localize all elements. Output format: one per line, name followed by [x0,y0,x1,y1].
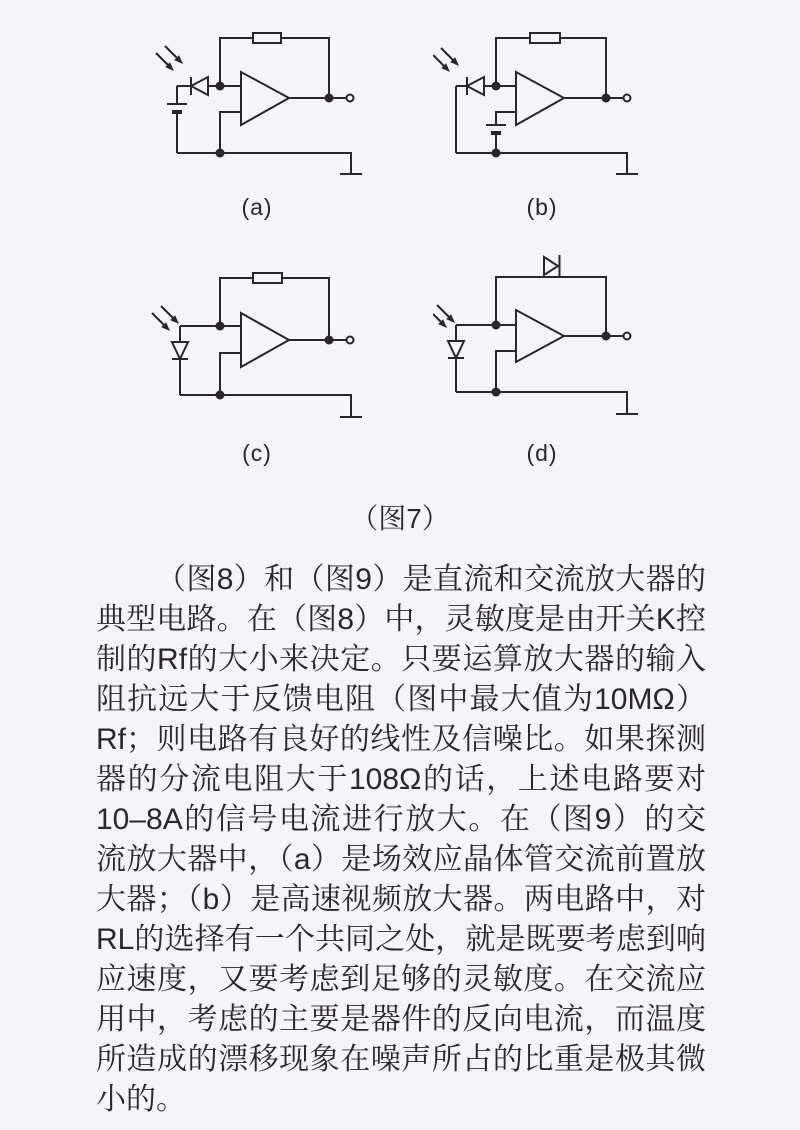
circuit-diagram-c [148,250,366,432]
light-arrows-icon [152,306,179,331]
light-arrows-icon [156,46,183,71]
junction-dots [216,322,334,400]
ground-icon [456,153,638,174]
ground-icon [180,395,362,417]
battery-icon [167,86,187,153]
op-amp-icon [496,310,564,392]
feedback-diode-icon [496,255,606,336]
ground-icon [456,392,638,414]
photodiode-icon [456,77,516,153]
circuit-d-label: (d) [526,440,558,466]
circuit-a [148,8,366,221]
circuit-a-label: (a) [241,194,273,220]
circuit-c-label: (c) [242,440,272,466]
junction-dots [492,82,611,158]
circuit-diagram-b [433,8,651,186]
output-terminal-icon [289,337,354,344]
ground-icon [177,153,362,174]
output-terminal-icon [289,95,354,102]
light-arrows-icon [433,48,459,72]
circuit-c [148,250,366,467]
circuit-d [433,250,651,467]
body-text-section [96,560,706,1120]
photodiode-icon [448,325,516,392]
circuit-diagram-a [148,8,366,186]
output-terminal-icon [564,333,631,340]
figure-discussion-paragraph: （图8）和（图9）是直流和交流放大器的典型电路。在（图8）中，灵敏度是由开关K控制的Rf的大小来决定。只要运算放大器的输入阻抗远大于反馈电阻（图中最大值为10MΩ）Rf；则电路有良好的线性及信噪比。如果探测器的分流电阻大于108Ω的话，上述电路要对10–8A的信号电流进行放大。在（图9）的交流放大器中，（a）是场效应晶体管交流前置放大器；（b）是高速视频放大器。两电路中，对RL的选择有一个共同之处，就是既要考虑到响应速度，又要考虑到足够的灵敏度。在交流应用中，考虑的主要是器件的反向电流，而温度所造成的漂移现象在噪声所占的比重是极其微小的。 [96,563,706,1116]
output-terminal-icon [564,95,631,102]
feedback-resistor-icon [496,33,606,98]
figure7-block [0,0,800,548]
feedback-resistor-icon [220,273,329,340]
figure7-caption: （图7） [350,503,450,534]
junction-dots [492,321,611,397]
op-amp-icon [220,72,289,153]
circuit-diagram-d [433,250,651,432]
photodiode-icon [177,77,241,95]
light-arrows-icon [433,305,455,328]
circuit-b-label: (b) [526,194,558,220]
circuit-b [433,8,651,221]
op-amp-icon [496,72,564,125]
junction-dots [216,82,334,158]
feedback-resistor-icon [220,33,329,98]
photodiode-icon [172,326,241,395]
